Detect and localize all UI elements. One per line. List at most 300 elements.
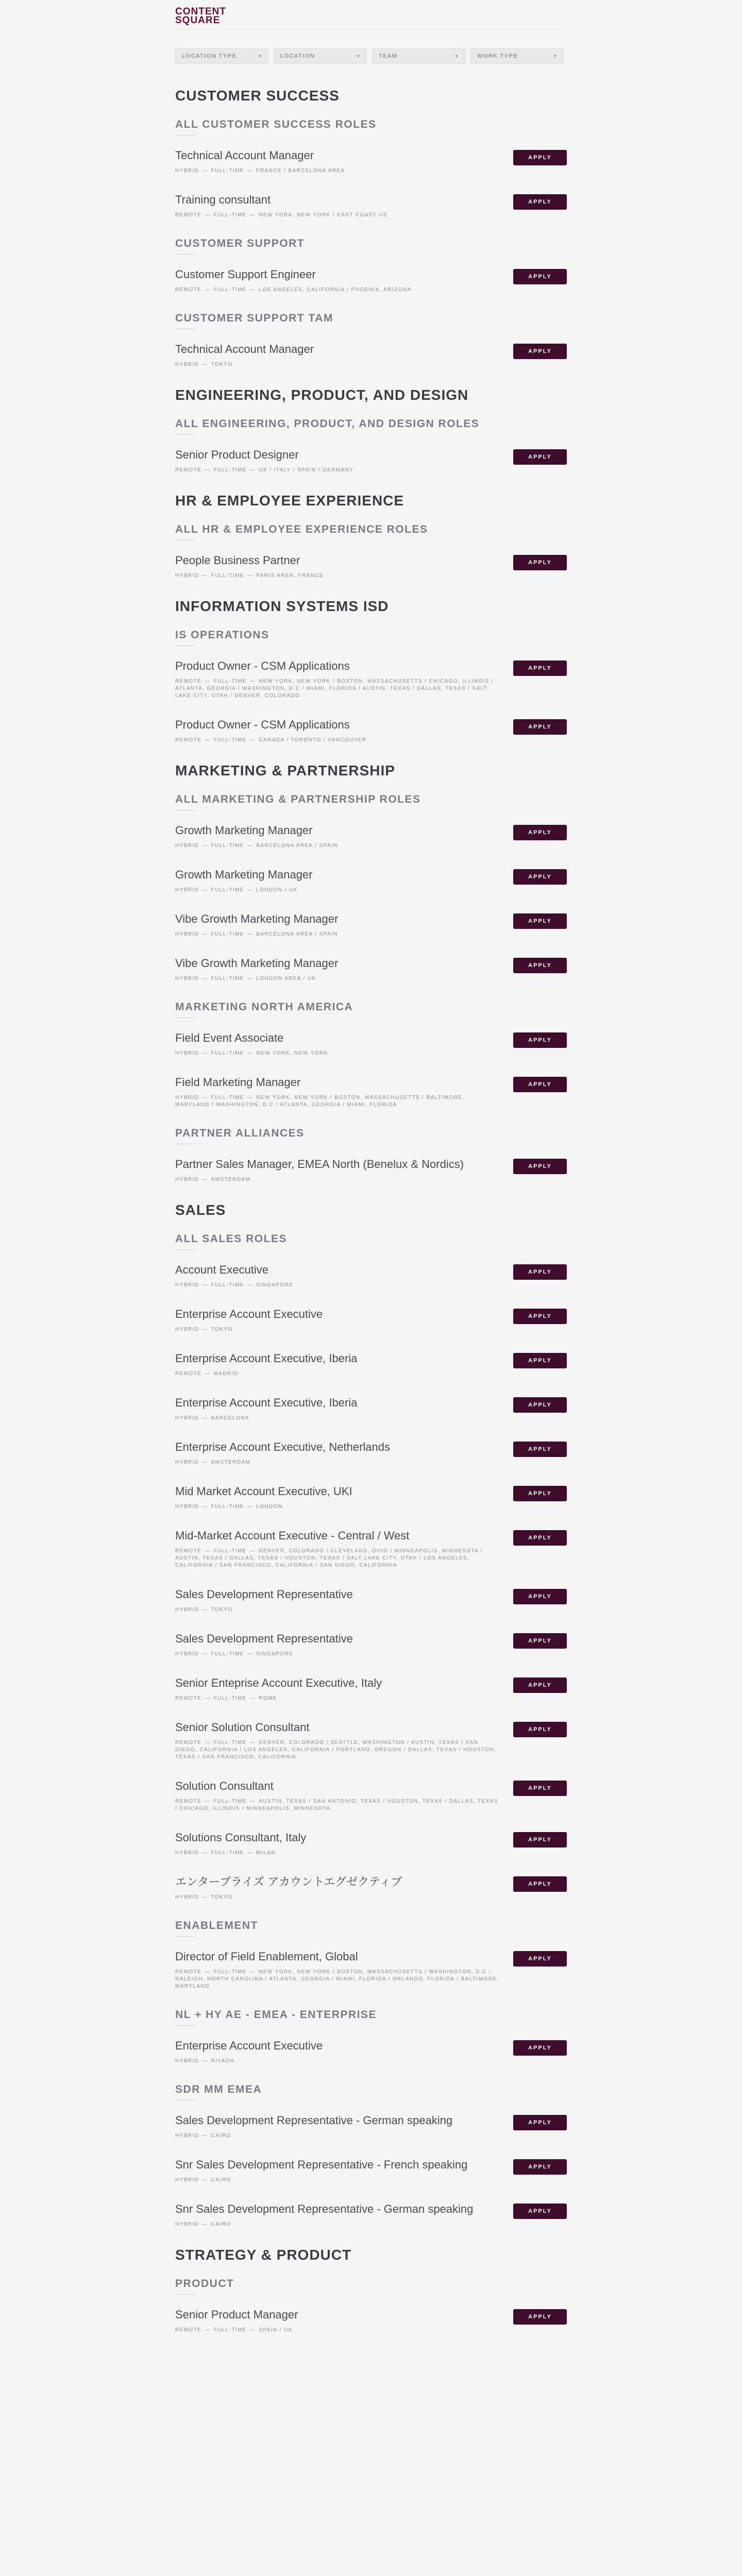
job-posting[interactable] [175,554,567,580]
commitment: FULL-TIME [211,1282,244,1288]
job-meta [175,467,500,474]
job-location: LONDON / UK [256,887,298,893]
workplace-type: HYBRID [175,1894,199,1900]
department-section [175,2278,567,2334]
filter-label: LOCATION [280,53,315,59]
commitment: FULL-TIME [211,1850,244,1856]
meta-separator: — [249,467,256,473]
apply-button[interactable]: APPLY [513,2115,567,2130]
filter-label: LOCATION TYPE [182,53,237,59]
meta-separator: — [202,1850,208,1856]
apply-button[interactable]: APPLY [513,660,567,676]
meta-separator: — [202,2177,208,2183]
job-title-link[interactable]: Vibe Growth Marketing Manager [175,912,339,925]
workplace-type: HYBRID [175,1177,199,1182]
job-title-link[interactable]: Technical Account Manager [175,149,314,162]
department-divider [175,1936,196,1937]
meta-separator: — [202,1415,208,1421]
team-section [175,2247,567,2334]
apply-button[interactable]: APPLY [513,1309,567,1324]
job-location: NEW YORK, NEW YORK / BOSTON, MASSACHUSETTS / WASHINGTON, D.C / RALEIGH, NORTH CAROLINA / ATLANTA, GEORGIA / MIAMI, FLORIDA / ORLANDO, FLORIDA / BALTIMORE, MARYLAND [175,1969,499,1989]
job-location: NEW YORK, NEW YORK / BOSTON, MASSACHUSETTS / BALTIMORE, MARYLAND / WASHINGTON, D.C / ATLANTA, GEORGIA / MIAMI, FLORIDA [175,1095,465,1108]
team-title: INFORMATION SYSTEMS ISD [175,598,389,614]
job-posting[interactable] [175,1950,567,1990]
job-title-link[interactable]: Enterprise Account Executive [175,2039,323,2052]
filter-work-type[interactable] [470,48,564,64]
job-location: FRANCE / BARCELONA AREA [256,168,345,174]
job-title-link[interactable]: Senior Solution Consultant [175,1721,310,1734]
meta-separator: — [205,1799,211,1804]
department-section [175,793,567,982]
meta-separator: — [202,1095,208,1100]
job-posting[interactable] [175,2308,567,2334]
apply-button[interactable]: APPLY [513,1353,567,1368]
job-location: NEW YORK, NEW YORK / BOSTON, MASSACHUSETTS / CHICAGO, ILLINOIS / ATLANTA, GEORGIA / WASHINGTON, D.C / MIAMI, FLORIDA / AUSTIN, TEXAS / DALLAS, TEXAS / SALT LAKE CITY, UTAH / DENVER, COLORADO [175,679,494,699]
job-meta [175,286,500,294]
postings-list [175,82,567,2352]
commitment: FULL-TIME [211,931,244,937]
job-meta [175,1050,500,1057]
job-title-link[interactable]: People Business Partner [175,554,300,567]
apply-button[interactable]: APPLY [513,555,567,570]
job-location: TOKYO [211,1607,233,1613]
apply-button[interactable]: APPLY [513,869,567,885]
job-title-link[interactable]: Training consultant [175,193,271,206]
job-meta [175,1094,500,1109]
job-title-link[interactable]: Senior Product Manager [175,2308,298,2321]
workplace-type: REMOTE [175,1740,202,1745]
meta-separator: — [247,1651,254,1657]
job-posting[interactable] [175,659,567,700]
job-title-link[interactable]: Partner Sales Manager, EMEA North (Benelux & Nordics) [175,1158,464,1171]
meta-separator: — [205,2327,211,2333]
job-title-link[interactable]: Enterprise Account Executive [175,1308,323,1320]
job-meta [175,1503,500,1511]
meta-separator: — [202,843,208,849]
apply-button[interactable]: APPLY [513,1677,567,1693]
apply-button[interactable]: APPLY [513,1264,567,1280]
meta-separator: — [247,931,254,937]
job-posting[interactable] [175,2158,567,2184]
team-section [175,1202,567,2228]
job-meta [175,1850,500,1857]
meta-separator: — [249,287,256,293]
job-title-link[interactable]: エンタープライズ アカウントエグゼクティブ [175,1875,402,1888]
meta-separator: — [247,887,254,893]
job-location: LONDON AREA / UK [256,976,316,981]
workplace-type: REMOTE [175,2327,202,2333]
job-posting[interactable] [175,2202,567,2228]
job-posting[interactable] [175,149,567,175]
meta-separator: — [249,1740,256,1745]
job-title-link[interactable]: Vibe Growth Marketing Manager [175,957,339,970]
job-location: ROME [259,1696,277,1701]
team-title: SALES [175,1202,226,1218]
job-location: CANADA / TORONTO / VANCOUVER [259,737,367,743]
team-title: STRATEGY & PRODUCT [175,2247,352,2263]
job-meta [175,1798,500,1812]
department-title: ALL CUSTOMER SUCCESS ROLES [175,118,377,130]
department-title: SDR MM EMEA [175,2083,262,2095]
meta-separator: — [249,1799,256,1804]
team-title: ENGINEERING, PRODUCT, AND DESIGN [175,387,469,403]
meta-separator: — [202,573,208,579]
team-section [175,387,567,474]
filter-bar [175,48,564,64]
job-posting[interactable] [175,718,567,744]
workplace-type: REMOTE [175,737,202,743]
job-meta [175,1176,500,1183]
job-title-link[interactable]: Technical Account Manager [175,343,314,355]
job-posting[interactable] [175,1780,567,1812]
job-location: DENVER, COLORADO / SEATTLE, WASHINGTON / AUSTIN, TEXAS / SAN DIEGO, CALIFORNIA / LOS ANGELES, CALIFORNIA / PORTLAND, OREGON / DALLAS, TEXAS / HOUSTON, TEXAS / SAN FRANCISCO, CALIFORNIA [175,1740,497,1760]
meta-separator: — [202,1050,208,1056]
department-divider [175,2294,196,2295]
meta-separator: — [205,737,211,743]
apply-button[interactable]: APPLY [513,1397,567,1413]
department-title: CUSTOMER SUPPORT [175,238,305,249]
job-posting[interactable] [175,1263,567,1289]
commitment: FULL-TIME [211,573,244,579]
apply-button[interactable]: APPLY [513,269,567,284]
commitment: FULL-TIME [213,1696,247,1701]
workplace-type: REMOTE [175,287,202,293]
job-posting[interactable] [175,868,567,894]
meta-separator: — [202,2133,208,2139]
job-location: BARCELONA AREA / SPAIN [256,931,338,937]
commitment: FULL-TIME [213,737,247,743]
meta-separator: — [202,2222,208,2227]
commitment: FULL-TIME [213,1799,247,1804]
job-meta [175,1969,500,1990]
apply-button[interactable]: APPLY [513,1876,567,1892]
job-posting[interactable] [175,448,567,474]
workplace-type: REMOTE [175,1799,202,1804]
meta-separator: — [247,976,254,981]
commitment: FULL-TIME [211,1095,244,1100]
workplace-type: HYBRID [175,362,199,367]
apply-button[interactable]: APPLY [513,1032,567,1048]
job-posting[interactable] [175,2039,567,2065]
job-meta [175,2177,500,2184]
job-title-link[interactable]: Snr Sales Development Representative - German speaking [175,2202,474,2215]
workplace-type: REMOTE [175,1969,202,1975]
job-meta [175,1695,500,1702]
workplace-type: HYBRID [175,887,199,893]
job-meta [175,2058,500,2065]
apply-button[interactable]: APPLY [513,1442,567,1457]
job-title-link[interactable]: Enterprise Account Executive, Iberia [175,1352,358,1365]
job-title-link[interactable]: Senior Product Designer [175,448,299,461]
apply-button[interactable]: APPLY [513,1633,567,1649]
meta-separator: — [247,843,254,849]
apply-button[interactable]: APPLY [513,2159,567,2175]
job-posting[interactable] [175,1076,567,1109]
job-location: RIYADH [211,2058,235,2064]
job-title-link[interactable]: Senior Enteprise Account Executive, Italy [175,1676,382,1689]
department-divider [175,1249,196,1250]
workplace-type: HYBRID [175,1651,199,1657]
commitment: FULL-TIME [211,1504,244,1510]
workplace-type: HYBRID [175,843,199,849]
department-section [175,118,567,219]
filter-location-type[interactable] [175,48,268,64]
job-meta [175,1326,500,1333]
commitment: FULL-TIME [213,1740,247,1745]
department-title: NL + HY AE - EMEA - ENTERPRISE [175,2009,377,2021]
meta-separator: — [205,1371,211,1377]
job-title-link[interactable]: Sales Development Representative - German speaking [175,2114,453,2127]
job-posting[interactable] [175,1352,567,1378]
department-section [175,523,567,580]
job-posting[interactable] [175,1875,567,1901]
job-location: CAIRO [211,2222,231,2227]
job-location: LONDON [256,1504,283,1510]
meta-separator: — [202,931,208,937]
chevron-down-icon: ▾ [455,53,459,59]
job-meta [175,1459,500,1466]
job-posting[interactable] [175,2114,567,2140]
team-section [175,493,567,580]
team-title: HR & EMPLOYEE EXPERIENCE [175,493,404,509]
apply-button[interactable]: APPLY [513,344,567,359]
department-title: PARTNER ALLIANCES [175,1127,305,1139]
apply-button[interactable]: APPLY [513,1077,567,1092]
job-title-link[interactable]: Enterprise Account Executive, Netherlands [175,1440,391,1453]
job-location: DENVER, COLORADO / CLEVELAND, OHIO / MINNEAPOLIS, MINNESOTA / AUSTIN, TEXAS / DALLAS, TEXAS / HOUSTON, TEXAS / SALT LAKE CITY, UTAH / LOS ANGELES, CALIFORNIA / SAN FRANCISCO, CALIFORNIA / SAN DIEGO, CALIFORNIA [175,1548,483,1568]
chevron-down-icon: ▾ [258,53,262,59]
job-meta [175,1370,500,1378]
meta-separator: — [202,1282,208,1288]
job-posting[interactable] [175,1485,567,1511]
meta-separator: — [202,1894,208,1900]
workplace-type: HYBRID [175,1850,199,1856]
apply-button[interactable]: APPLY [513,825,567,840]
job-location: LOS ANGELES, CALIFORNIA / PHOENIX, ARIZONA [259,287,412,293]
meta-separator: — [249,679,256,684]
apply-button[interactable]: APPLY [513,449,567,465]
job-title-link[interactable]: Mid Market Account Executive, UKI [175,1485,352,1498]
job-title-link[interactable]: Growth Marketing Manager [175,824,313,837]
workplace-type: REMOTE [175,467,202,473]
job-title-link[interactable]: Field Event Associate [175,1031,284,1044]
meta-separator: — [202,2058,208,2064]
job-posting[interactable] [175,1588,567,1614]
job-location: CAIRO [211,2133,231,2139]
job-posting[interactable] [175,957,567,982]
meta-separator: — [202,362,208,367]
job-title-link[interactable]: Solutions Consultant, Italy [175,1831,307,1844]
commitment: FULL-TIME [213,467,247,473]
commitment: FULL-TIME [213,212,247,218]
commitment: FULL-TIME [211,843,244,849]
meta-separator: — [202,1504,208,1510]
meta-separator: — [202,1460,208,1465]
workplace-type: REMOTE [175,1371,202,1377]
meta-separator: — [205,1740,211,1745]
workplace-type: HYBRID [175,1095,199,1100]
job-posting[interactable] [175,1831,567,1857]
job-location: SPAIN / UK [259,2327,293,2333]
team-section [175,598,567,744]
job-posting[interactable] [175,1529,567,1569]
job-meta [175,1548,500,1569]
commitment: FULL-TIME [213,1548,247,1554]
job-location: NEW YORK, NEW YORK [256,1050,328,1056]
workplace-type: HYBRID [175,976,199,981]
apply-button[interactable]: APPLY [513,1530,567,1546]
apply-button[interactable]: APPLY [513,194,567,210]
meta-separator: — [205,212,211,218]
department-section [175,312,567,368]
job-location: PARIS AREA, FRANCE [256,573,324,579]
workplace-type: HYBRID [175,1282,199,1288]
commitment: FULL-TIME [211,976,244,981]
job-meta [175,931,500,938]
apply-button[interactable]: APPLY [513,913,567,929]
apply-button[interactable]: APPLY [513,1781,567,1796]
apply-button[interactable]: APPLY [513,2040,567,2056]
apply-button[interactable]: APPLY [513,1951,567,1967]
department-title: ALL HR & EMPLOYEE EXPERIENCE ROLES [175,523,428,535]
job-title-link[interactable]: Account Executive [175,1263,268,1276]
department-title: ENABLEMENT [175,1920,258,1931]
job-location: AMSTERDAM [211,1177,251,1182]
job-title-link[interactable]: Product Owner - CSM Applications [175,718,350,731]
apply-button[interactable]: APPLY [513,2309,567,2325]
job-location: MADRID [213,1371,239,1377]
commitment: FULL-TIME [211,1651,244,1657]
job-location: UK / ITALY / SPAIN / GERMANY [259,467,354,473]
filter-location[interactable] [274,48,367,64]
meta-separator: — [202,1327,208,1332]
job-meta [175,1282,500,1289]
apply-button[interactable]: APPLY [513,2204,567,2219]
meta-separator: — [205,1548,211,1554]
job-meta [175,842,500,850]
meta-separator: — [205,679,211,684]
company-logo[interactable] [175,7,226,25]
job-location: BARCELONA AREA / SPAIN [256,843,338,849]
department-section [175,238,567,294]
department-section [175,2009,567,2065]
job-location: NEW YORK, NEW YORK / EAST COAST US [259,212,387,218]
workplace-type: REMOTE [175,1696,202,1701]
department-section [175,1001,567,1109]
department-title: IS OPERATIONS [175,629,269,641]
meta-separator: — [249,1696,256,1701]
job-title-link[interactable]: Director of Field Enablement, Global [175,1950,358,1963]
job-posting[interactable] [175,1396,567,1422]
workplace-type: HYBRID [175,2222,199,2227]
job-meta [175,1651,500,1658]
job-posting[interactable] [175,1721,567,1761]
job-title-link[interactable]: Customer Support Engineer [175,268,316,281]
logo-line-1: CONTENT [175,6,226,17]
team-section [175,762,567,1183]
commitment: FULL-TIME [213,1969,247,1975]
job-posting[interactable] [175,268,567,294]
workplace-type: HYBRID [175,1050,199,1056]
department-title: ALL SALES ROLES [175,1233,287,1245]
meta-separator: — [202,887,208,893]
workplace-type: HYBRID [175,1415,199,1421]
meta-separator: — [249,212,256,218]
job-posting[interactable] [175,1158,567,1183]
apply-button[interactable]: APPLY [513,1486,567,1501]
job-posting[interactable] [175,1308,567,1333]
department-section [175,1920,567,1990]
job-meta [175,2132,500,2140]
workplace-type: HYBRID [175,1460,199,1465]
job-posting[interactable] [175,824,567,850]
job-meta [175,2327,500,2334]
meta-separator: — [247,573,254,579]
job-meta [175,361,500,368]
department-title: PRODUCT [175,2278,234,2290]
apply-button[interactable]: APPLY [513,1722,567,1737]
filter-label: TEAM [379,53,398,59]
chevron-down-icon: ▾ [357,53,360,59]
job-title-link[interactable]: Solution Consultant [175,1780,274,1792]
job-posting[interactable] [175,343,567,368]
job-location: BARCELONA [211,1415,249,1421]
apply-button[interactable]: APPLY [513,1589,567,1604]
job-location: CAIRO [211,2177,231,2183]
apply-button[interactable]: APPLY [513,958,567,973]
filter-team[interactable] [372,48,465,64]
job-posting[interactable] [175,912,567,938]
job-posting[interactable] [175,1676,567,1702]
meta-separator: — [202,168,208,174]
commitment: FULL-TIME [211,1050,244,1056]
meta-separator: — [202,1651,208,1657]
meta-separator: — [249,1548,256,1554]
department-divider [175,434,196,435]
apply-button[interactable]: APPLY [513,719,567,735]
apply-button[interactable]: APPLY [513,1832,567,1848]
apply-button[interactable]: APPLY [513,1159,567,1174]
job-posting[interactable] [175,1632,567,1658]
job-meta [175,212,500,219]
department-title: ALL MARKETING & PARTNERSHIP ROLES [175,793,421,805]
department-section [175,629,567,744]
meta-separator: — [202,976,208,981]
job-title-link[interactable]: Sales Development Representative [175,1588,353,1601]
job-meta [175,2221,500,2228]
department-divider [175,254,196,255]
job-posting[interactable] [175,1440,567,1466]
job-title-link[interactable]: Snr Sales Development Representative - French speaking [175,2158,468,2171]
job-title-link[interactable]: Mid-Market Account Executive - Central / West [175,1529,410,1542]
job-posting[interactable] [175,193,567,219]
meta-separator: — [205,1969,211,1975]
job-title-link[interactable]: Growth Marketing Manager [175,868,313,881]
commitment: FULL-TIME [213,2327,247,2333]
job-title-link[interactable]: Enterprise Account Executive, Iberia [175,1396,358,1409]
meta-separator: — [205,467,211,473]
workplace-type: HYBRID [175,2177,199,2183]
apply-button[interactable]: APPLY [513,150,567,165]
meta-separator: — [249,1969,256,1975]
job-title-link[interactable]: Field Marketing Manager [175,1076,301,1089]
job-title-link[interactable]: Product Owner - CSM Applications [175,659,350,672]
job-title-link[interactable]: Sales Development Representative [175,1632,353,1645]
workplace-type: REMOTE [175,212,202,218]
team-title: CUSTOMER SUCCESS [175,88,340,104]
workplace-type: HYBRID [175,1504,199,1510]
job-posting[interactable] [175,1031,567,1057]
